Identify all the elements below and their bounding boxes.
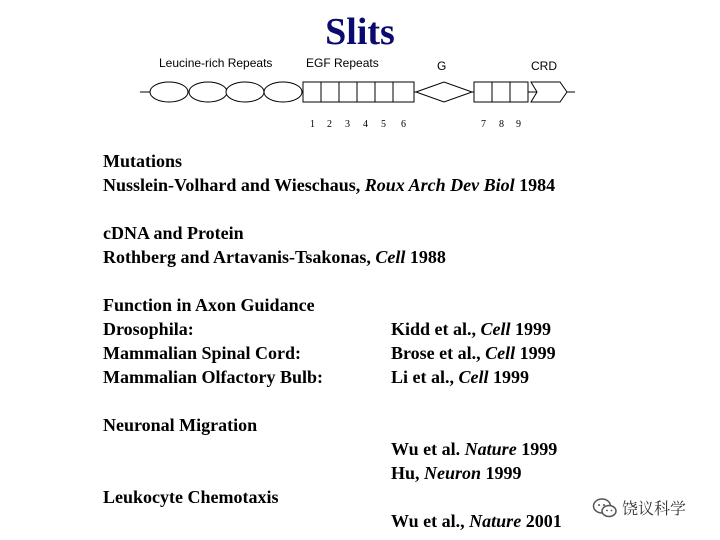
axon-row-label: Drosophila: <box>103 319 194 339</box>
egf-repeat-box <box>492 82 510 102</box>
lrr-label: Leucine-rich Repeats <box>159 56 273 70</box>
egf-repeat-box <box>303 82 321 102</box>
egf-number: 6 <box>401 119 406 130</box>
egf-repeat-box <box>339 82 357 102</box>
ref-year: 1999 <box>510 319 552 339</box>
page-title: Slits <box>325 11 395 53</box>
cdna-reference <box>103 246 446 268</box>
ref-year: 1984 <box>514 175 556 195</box>
ref-authors: Li et al., <box>391 367 459 387</box>
ref-year: 1999 <box>515 343 556 363</box>
ref-authors: Hu, <box>391 463 425 483</box>
ref-authors: Wu et al. <box>391 439 465 459</box>
cdna-heading: cDNA and Protein <box>103 223 244 243</box>
axon-guidance-heading: Function in Axon Guidance <box>103 295 315 315</box>
lrr-ellipse <box>150 82 188 102</box>
egf-number: 4 <box>363 119 368 130</box>
ref-journal: Nature <box>469 511 522 531</box>
ref-authors: Brose et al., <box>391 343 486 363</box>
egf-number: 9 <box>516 119 521 130</box>
axon-row-reference <box>391 366 529 388</box>
mutations-heading: Mutations <box>103 151 183 171</box>
egf-number: 5 <box>381 119 386 130</box>
egf-repeat-box <box>393 82 414 102</box>
ref-journal: Nature <box>464 439 517 459</box>
egf-repeat-box <box>357 82 375 102</box>
egf-number: 8 <box>499 119 504 130</box>
watermark-text: 饶议科学 <box>622 499 687 518</box>
ref-journal: Cell <box>375 247 406 267</box>
migration-reference <box>391 438 557 460</box>
axon-row-label: Mammalian Spinal Cord: <box>103 343 302 363</box>
axon-row-reference <box>391 342 556 364</box>
g-domain-label: G <box>437 59 447 73</box>
ref-authors: Kidd et al., <box>391 319 481 339</box>
ref-authors: Rothberg and Artavanis-Tsakonas, <box>103 247 376 267</box>
lrr-ellipse <box>226 82 264 102</box>
neuronal-migration-heading: Neuronal Migration <box>103 415 258 435</box>
slit-domain-diagram <box>0 0 720 140</box>
egf-number: 2 <box>327 119 332 130</box>
ref-journal: Neuron <box>424 463 482 483</box>
ref-year: 1988 <box>405 247 446 267</box>
ref-year: 1999 <box>516 439 558 459</box>
crd-label: CRD <box>531 59 557 73</box>
egf-number: 7 <box>481 119 486 130</box>
watermark <box>592 496 686 519</box>
egf-repeat-box <box>321 82 339 102</box>
wechat-icon <box>592 497 618 519</box>
mutations-reference <box>103 174 555 196</box>
leukocyte-reference <box>391 510 562 532</box>
ref-journal: Cell <box>485 343 516 363</box>
ref-year: 1999 <box>488 367 529 387</box>
leukocyte-chemotaxis-heading: Leukocyte Chemotaxis <box>103 487 279 507</box>
egf-repeat-box <box>474 82 492 102</box>
ref-year: 2001 <box>521 511 562 531</box>
ref-year: 1999 <box>481 463 522 483</box>
ref-journal: Cell <box>458 367 489 387</box>
ref-journal: Cell <box>480 319 511 339</box>
axon-row-label: Mammalian Olfactory Bulb: <box>103 367 323 387</box>
egf-label: EGF Repeats <box>306 56 379 70</box>
ref-authors: Nusslein-Volhard and Wieschaus, <box>103 175 365 195</box>
axon-row-reference <box>391 318 551 340</box>
g-domain-diamond <box>416 82 472 102</box>
lrr-ellipse <box>264 82 302 102</box>
egf-repeat-box <box>510 82 528 102</box>
migration-reference <box>391 462 522 484</box>
ref-journal: Roux Arch Dev Biol <box>364 175 515 195</box>
egf-number: 3 <box>345 119 350 130</box>
ref-authors: Wu et al., <box>391 511 470 531</box>
egf-number: 1 <box>310 119 315 130</box>
lrr-ellipse <box>189 82 227 102</box>
egf-repeat-box <box>375 82 393 102</box>
